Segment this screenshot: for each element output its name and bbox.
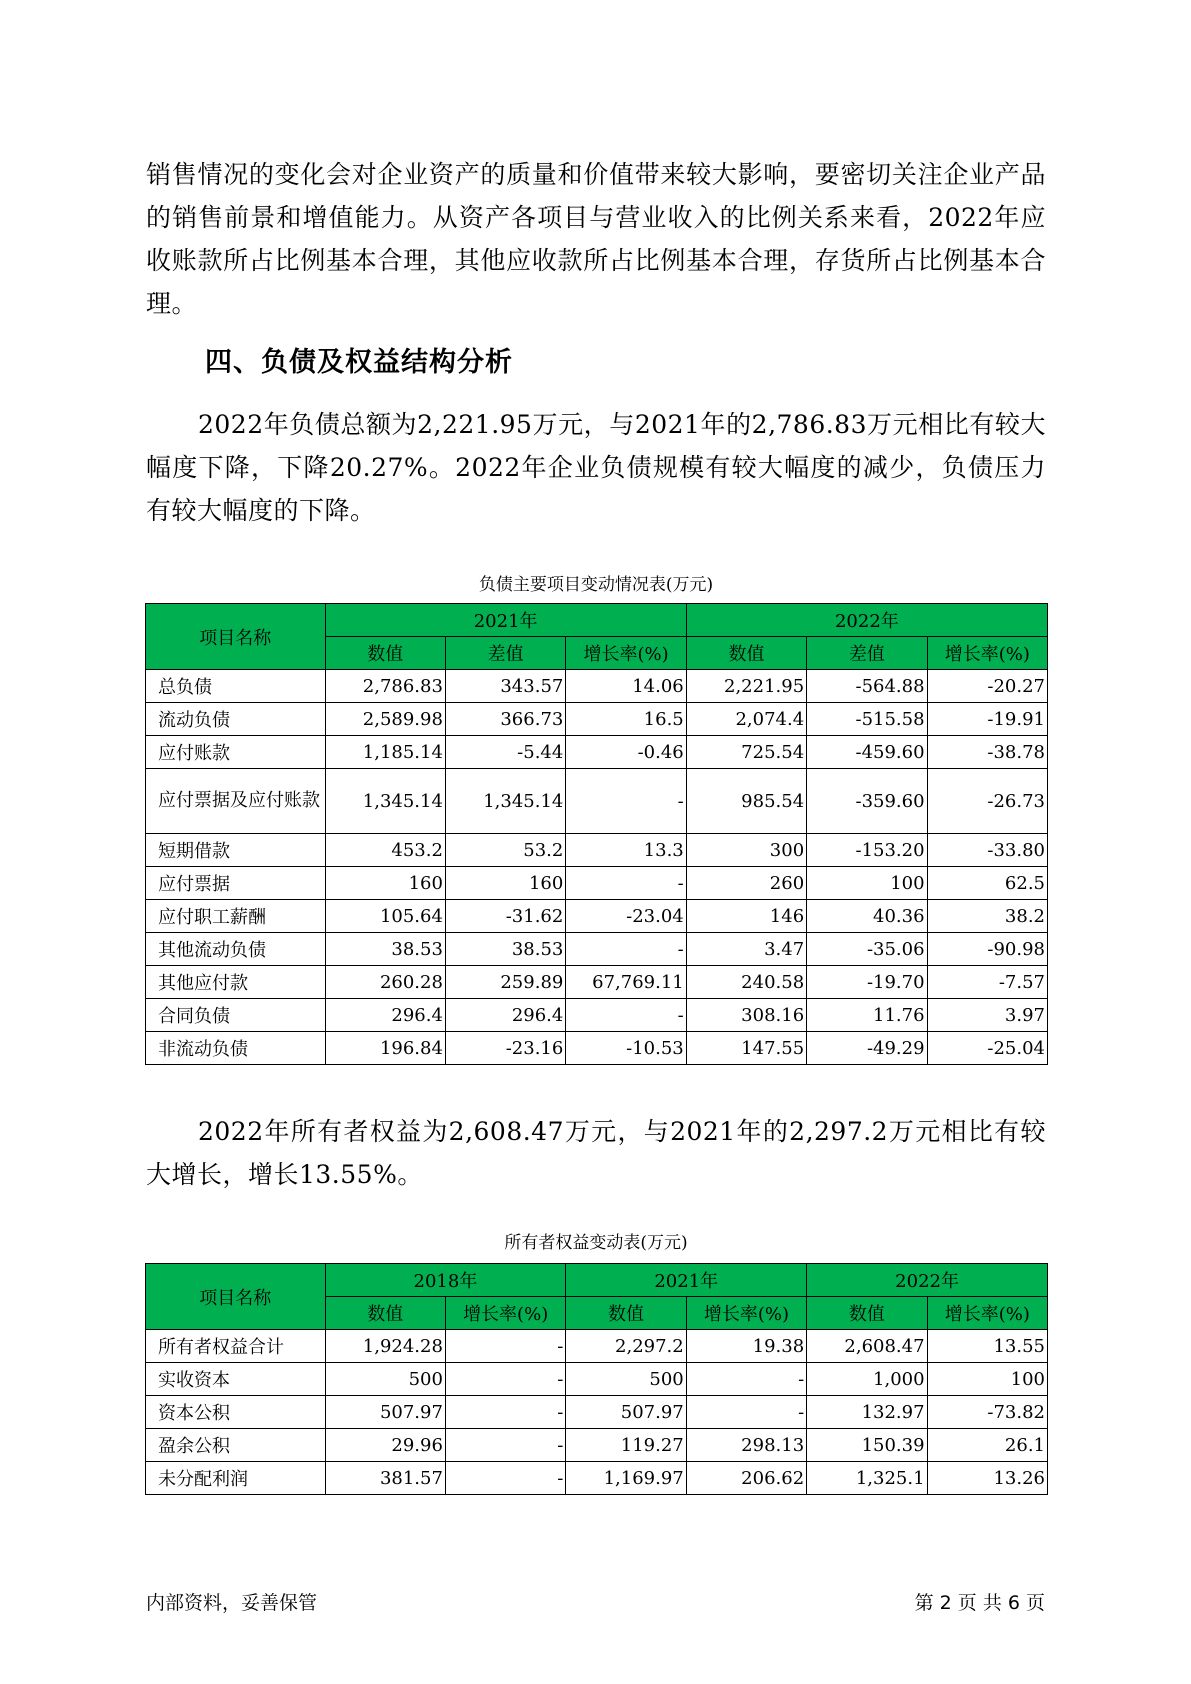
item-name-header: 项目名称 <box>146 1264 326 1330</box>
table-cell: 260.28 <box>325 966 445 999</box>
table-cell: 206.62 <box>686 1462 806 1495</box>
column-header: 数值 <box>325 1297 445 1330</box>
table-cell: 507.97 <box>325 1396 445 1429</box>
table-cell: 1,325.1 <box>807 1462 927 1495</box>
column-header: 增长率(%) <box>686 1297 806 1330</box>
table-row <box>146 966 1048 999</box>
table-cell: 1,345.14 <box>445 769 565 834</box>
table-row <box>146 1429 1048 1462</box>
table-cell: 150.39 <box>807 1429 927 1462</box>
table-cell: -90.98 <box>927 933 1047 966</box>
table-cell: 13.26 <box>927 1462 1047 1495</box>
table-row <box>146 769 1048 834</box>
table-cell: 11.76 <box>807 999 927 1032</box>
table-cell: 343.57 <box>445 670 565 703</box>
table-cell: 67,769.11 <box>566 966 686 999</box>
table-cell: -23.16 <box>445 1032 565 1065</box>
table-cell: 240.58 <box>686 966 806 999</box>
table-cell: -153.20 <box>807 834 927 867</box>
table-cell: 38.53 <box>445 933 565 966</box>
body-paragraph-1: 销售情况的变化会对企业资产的质量和价值带来较大影响，要密切关注企业产品的销售前景和增值能力。从资产各项目与营业收入的比例关系来看，2022年应收账款所占比例基本合理，其他应收款所占比例基本合理，存货所占比例基本合理。 <box>146 160 1046 318</box>
table-cell: 308.16 <box>686 999 806 1032</box>
table-cell: - <box>445 1363 565 1396</box>
table-cell: 29.96 <box>325 1429 445 1462</box>
table-cell: 100 <box>807 867 927 900</box>
table-cell: - <box>566 769 686 834</box>
equity-table <box>145 1263 1048 1495</box>
table-cell: 146 <box>686 900 806 933</box>
table-cell: 260 <box>686 867 806 900</box>
table-cell: 300 <box>686 834 806 867</box>
table-row <box>146 867 1048 900</box>
table-cell: 1,185.14 <box>325 736 445 769</box>
table-cell: 296.4 <box>325 999 445 1032</box>
table-cell: 500 <box>566 1363 686 1396</box>
table-row <box>146 1032 1048 1065</box>
row-label: 非流动负债 <box>146 1032 326 1065</box>
table-cell: 13.55 <box>927 1330 1047 1363</box>
table-row <box>146 670 1048 703</box>
table-cell: 259.89 <box>445 966 565 999</box>
table-cell: -73.82 <box>927 1396 1047 1429</box>
table-cell: - <box>686 1363 806 1396</box>
table-cell: 500 <box>325 1363 445 1396</box>
table-cell: 2,608.47 <box>807 1330 927 1363</box>
body-paragraph-2: 2022年负债总额为2,221.95万元，与2021年的2,786.83万元相比有较大幅度下降，下降20.27%。2022年企业负债规模有较大幅度的减少，负债压力有较大幅度的下降。 <box>146 410 1046 525</box>
column-header: 数值 <box>807 1297 927 1330</box>
table-cell: 2,074.4 <box>686 703 806 736</box>
table-cell: 40.36 <box>807 900 927 933</box>
table-cell: 26.1 <box>927 1429 1047 1462</box>
row-label: 合同负债 <box>146 999 326 1032</box>
table-cell: -33.80 <box>927 834 1047 867</box>
table-cell: -0.46 <box>566 736 686 769</box>
row-label: 应付职工薪酬 <box>146 900 326 933</box>
column-header: 数值 <box>325 637 445 670</box>
table-cell: - <box>566 933 686 966</box>
table-row <box>146 703 1048 736</box>
row-label: 其他应付款 <box>146 966 326 999</box>
table-cell: 38.53 <box>325 933 445 966</box>
table-row <box>146 834 1048 867</box>
table-cell: 725.54 <box>686 736 806 769</box>
year-header: 2018年 <box>325 1264 566 1297</box>
column-header: 差值 <box>445 637 565 670</box>
footer-page-number: 第 2 页 共 6 页 <box>914 1592 1045 1614</box>
table-cell: -26.73 <box>927 769 1047 834</box>
table-cell: -7.57 <box>927 966 1047 999</box>
column-header: 增长率(%) <box>927 637 1047 670</box>
table-cell: 1,169.97 <box>566 1462 686 1495</box>
table-cell: 1,345.14 <box>325 769 445 834</box>
table-cell: - <box>445 1330 565 1363</box>
section-heading: 四、负债及权益结构分析 <box>205 347 513 378</box>
table-row <box>146 933 1048 966</box>
table-cell: 19.38 <box>686 1330 806 1363</box>
equity-table-caption: 所有者权益变动表(万元) <box>504 1233 688 1253</box>
table-cell: - <box>445 1462 565 1495</box>
year-header: 2022年 <box>807 1264 1048 1297</box>
row-label: 其他流动负债 <box>146 933 326 966</box>
table-cell: 147.55 <box>686 1032 806 1065</box>
table-cell: 119.27 <box>566 1429 686 1462</box>
table-cell: 196.84 <box>325 1032 445 1065</box>
year-header: 2021年 <box>325 604 686 637</box>
table-cell: -459.60 <box>807 736 927 769</box>
table-cell: 2,297.2 <box>566 1330 686 1363</box>
footer-confidential-note: 内部资料，妥善保管 <box>146 1592 318 1614</box>
table-cell: -19.70 <box>807 966 927 999</box>
table-cell: 2,589.98 <box>325 703 445 736</box>
table-cell: 296.4 <box>445 999 565 1032</box>
table-cell: 1,000 <box>807 1363 927 1396</box>
table-cell: -19.91 <box>927 703 1047 736</box>
row-label: 实收资本 <box>146 1363 326 1396</box>
table-cell: 3.47 <box>686 933 806 966</box>
item-name-header: 项目名称 <box>146 604 326 670</box>
table-cell: 298.13 <box>686 1429 806 1462</box>
table-cell: 16.5 <box>566 703 686 736</box>
table-cell: -23.04 <box>566 900 686 933</box>
table-cell: -10.53 <box>566 1032 686 1065</box>
table-cell: - <box>566 867 686 900</box>
table-cell: 38.2 <box>927 900 1047 933</box>
table-cell: 453.2 <box>325 834 445 867</box>
table-cell: 62.5 <box>927 867 1047 900</box>
table-cell: 2,221.95 <box>686 670 806 703</box>
table-cell: 160 <box>445 867 565 900</box>
column-header: 数值 <box>686 637 806 670</box>
table-cell: - <box>445 1429 565 1462</box>
table-cell: -35.06 <box>807 933 927 966</box>
table-cell: 1,924.28 <box>325 1330 445 1363</box>
table-row <box>146 1462 1048 1495</box>
row-label: 盈余公积 <box>146 1429 326 1462</box>
body-paragraph-3: 2022年所有者权益为2,608.47万元，与2021年的2,297.2万元相比有较大增长，增长13.55%。 <box>146 1117 1046 1189</box>
table-cell: -25.04 <box>927 1032 1047 1065</box>
table-cell: 53.2 <box>445 834 565 867</box>
column-header: 增长率(%) <box>566 637 686 670</box>
table-cell: 13.3 <box>566 834 686 867</box>
table-row <box>146 736 1048 769</box>
table-cell: 100 <box>927 1363 1047 1396</box>
table-cell: - <box>566 999 686 1032</box>
table-cell: 105.64 <box>325 900 445 933</box>
table-cell: - <box>445 1396 565 1429</box>
table-cell: -31.62 <box>445 900 565 933</box>
row-label: 流动负债 <box>146 703 326 736</box>
table-row <box>146 1396 1048 1429</box>
row-label: 未分配利润 <box>146 1462 326 1495</box>
table-cell: 14.06 <box>566 670 686 703</box>
row-label: 应付票据 <box>146 867 326 900</box>
table-cell: -5.44 <box>445 736 565 769</box>
table-cell: 160 <box>325 867 445 900</box>
liability-table <box>145 603 1048 1065</box>
table-row <box>146 1363 1048 1396</box>
table-cell: 132.97 <box>807 1396 927 1429</box>
table-cell: 2,786.83 <box>325 670 445 703</box>
table-cell: -564.88 <box>807 670 927 703</box>
table-cell: -38.78 <box>927 736 1047 769</box>
row-label: 应付票据及应付账款 <box>146 769 326 834</box>
table-row <box>146 1330 1048 1363</box>
column-header: 增长率(%) <box>927 1297 1047 1330</box>
table-cell: -359.60 <box>807 769 927 834</box>
column-header: 差值 <box>807 637 927 670</box>
row-label: 资本公积 <box>146 1396 326 1429</box>
table-cell: 507.97 <box>566 1396 686 1429</box>
table-cell: 366.73 <box>445 703 565 736</box>
year-header: 2022年 <box>686 604 1047 637</box>
row-label: 所有者权益合计 <box>146 1330 326 1363</box>
row-label: 短期借款 <box>146 834 326 867</box>
column-header: 增长率(%) <box>445 1297 565 1330</box>
table-row <box>146 900 1048 933</box>
table-cell: 3.97 <box>927 999 1047 1032</box>
liability-table-caption: 负债主要项目变动情况表(万元) <box>478 575 714 595</box>
table-row <box>146 999 1048 1032</box>
year-header: 2021年 <box>566 1264 807 1297</box>
table-cell: -20.27 <box>927 670 1047 703</box>
table-cell: 381.57 <box>325 1462 445 1495</box>
column-header: 数值 <box>566 1297 686 1330</box>
table-cell: -515.58 <box>807 703 927 736</box>
row-label: 应付账款 <box>146 736 326 769</box>
row-label: 总负债 <box>146 670 326 703</box>
table-cell: -49.29 <box>807 1032 927 1065</box>
table-cell: - <box>686 1396 806 1429</box>
table-cell: 985.54 <box>686 769 806 834</box>
